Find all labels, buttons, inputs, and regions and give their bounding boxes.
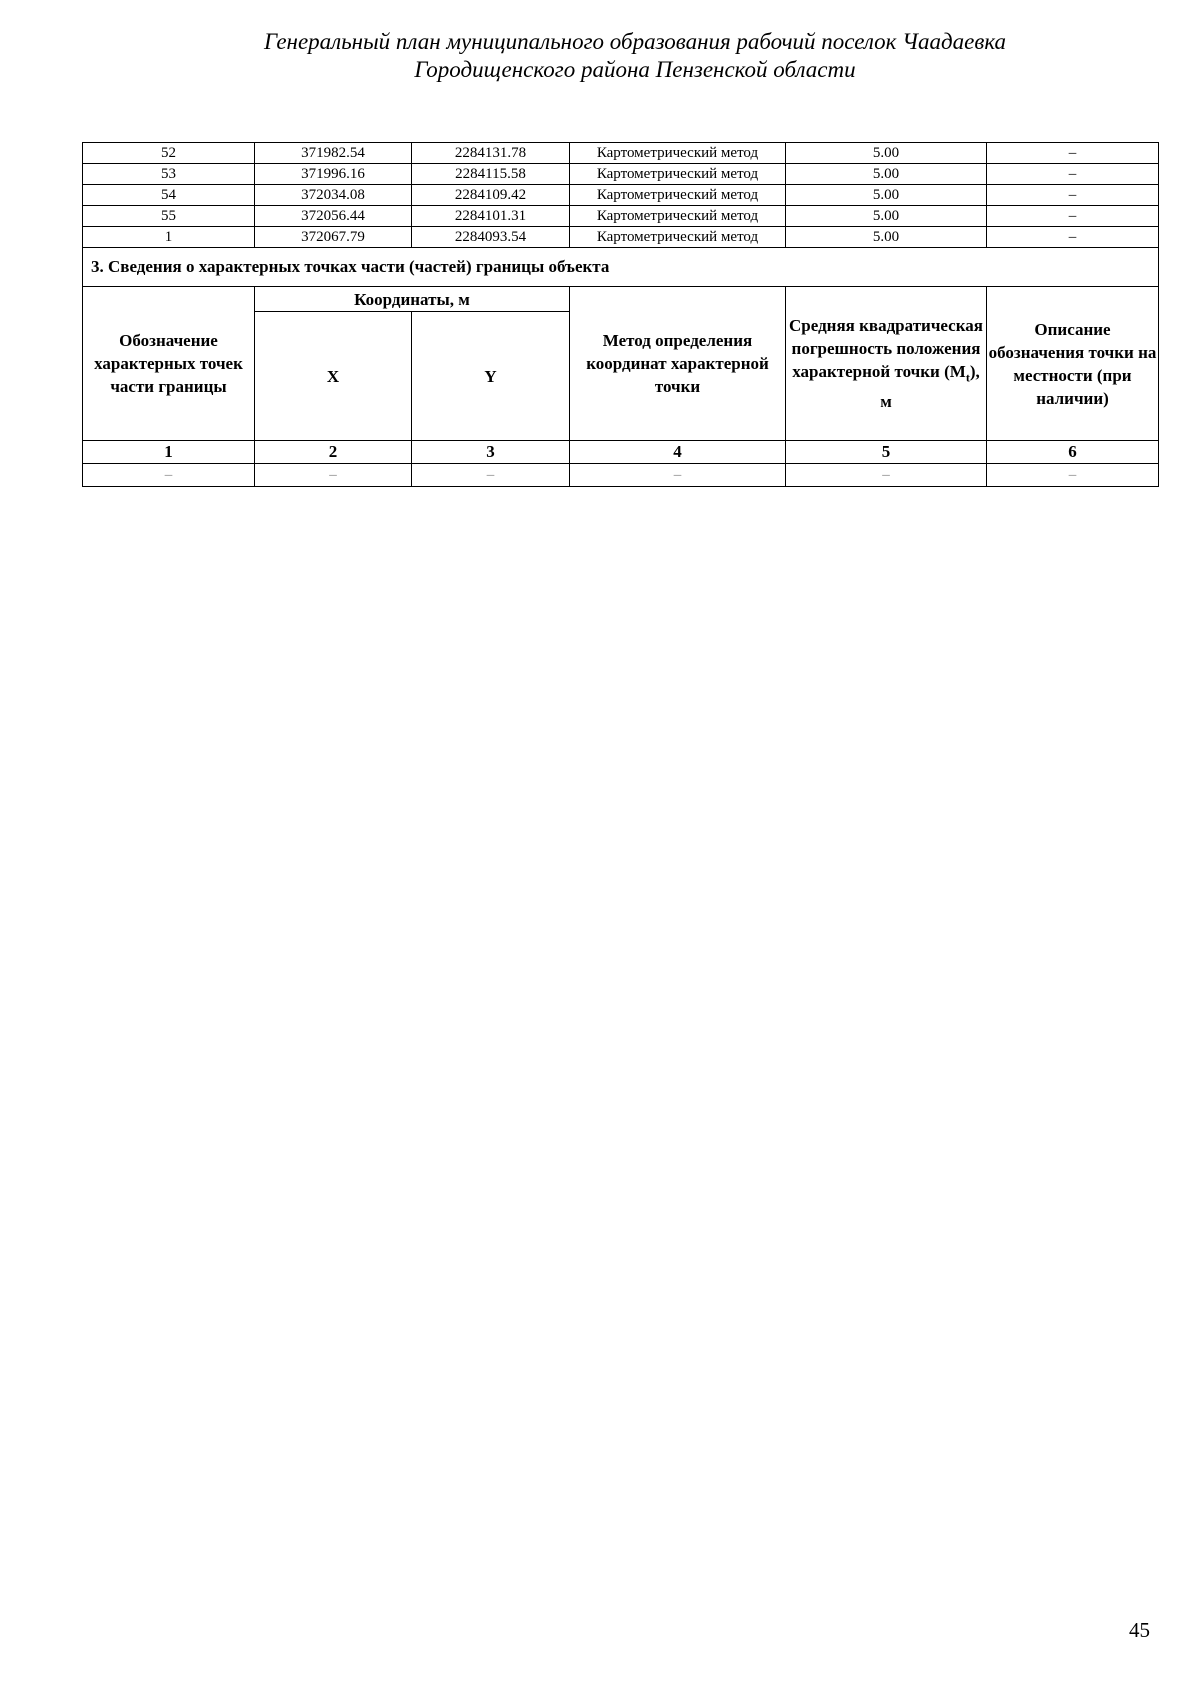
header-line-2: Городищенского района Пензенской области (414, 57, 856, 82)
error: 5.00 (786, 227, 987, 248)
column-number: 5 (786, 441, 987, 464)
error: 5.00 (786, 164, 987, 185)
header-designation: Обозначение характерных точек части границы (83, 287, 255, 441)
header-description: Описание обозначения точки на местности (при наличии) (987, 287, 1159, 441)
coord-y: 2284093.54 (412, 227, 570, 248)
section-title: 3. Сведения о характерных точках части (частей) границы объекта (83, 248, 1159, 287)
table-row (83, 227, 1159, 248)
column-number: 3 (412, 441, 570, 464)
column-number: 1 (83, 441, 255, 464)
coord-y: 2284131.78 (412, 143, 570, 164)
table-row (83, 143, 1159, 164)
description: – (987, 164, 1159, 185)
empty-cell: – (786, 464, 987, 487)
header-error-subscript: t (965, 370, 970, 385)
method: Картометрический метод (570, 206, 786, 227)
coordinates-table (82, 142, 1159, 487)
section-row (83, 248, 1159, 287)
header-y: Y (412, 312, 570, 441)
column-number: 6 (987, 441, 1159, 464)
description: – (987, 185, 1159, 206)
page-number: 45 (1129, 1618, 1150, 1642)
table-row (83, 206, 1159, 227)
point-number: 54 (83, 185, 255, 206)
empty-cell: – (987, 464, 1159, 487)
header-x: X (255, 312, 412, 441)
error: 5.00 (786, 143, 987, 164)
coord-x: 372056.44 (255, 206, 412, 227)
table-row (83, 164, 1159, 185)
header-method: Метод определения координат характерной точки (570, 287, 786, 441)
point-number: 53 (83, 164, 255, 185)
method: Картометрический метод (570, 164, 786, 185)
column-number-row (83, 441, 1159, 464)
coord-x: 371996.16 (255, 164, 412, 185)
coord-y: 2284101.31 (412, 206, 570, 227)
empty-cell: – (570, 464, 786, 487)
point-number: 1 (83, 227, 255, 248)
coord-y: 2284109.42 (412, 185, 570, 206)
error: 5.00 (786, 206, 987, 227)
error: 5.00 (786, 185, 987, 206)
table-row (83, 185, 1159, 206)
header-coordinates: Координаты, м (255, 287, 570, 312)
header-error-tail: ), м (880, 362, 980, 411)
empty-cell: – (412, 464, 570, 487)
coord-y: 2284115.58 (412, 164, 570, 185)
description: – (987, 227, 1159, 248)
header-row (83, 287, 1159, 312)
method: Картометрический метод (570, 143, 786, 164)
empty-row (83, 464, 1159, 487)
point-number: 52 (83, 143, 255, 164)
description: – (987, 143, 1159, 164)
description: – (987, 206, 1159, 227)
coord-x: 372067.79 (255, 227, 412, 248)
empty-cell: – (255, 464, 412, 487)
header-error (786, 287, 987, 441)
header-error-text: Средняя квадратическая погрешность положения характерной точки (M (789, 316, 983, 382)
coord-x: 372034.08 (255, 185, 412, 206)
method: Картометрический метод (570, 185, 786, 206)
column-number: 4 (570, 441, 786, 464)
point-number: 55 (83, 206, 255, 227)
header-line-1: Генеральный план муниципального образования рабочий поселок Чаадаевка (263, 29, 1007, 54)
empty-cell: – (83, 464, 255, 487)
method: Картометрический метод (570, 227, 786, 248)
document-header (0, 28, 1200, 84)
coord-x: 371982.54 (255, 143, 412, 164)
column-number: 2 (255, 441, 412, 464)
